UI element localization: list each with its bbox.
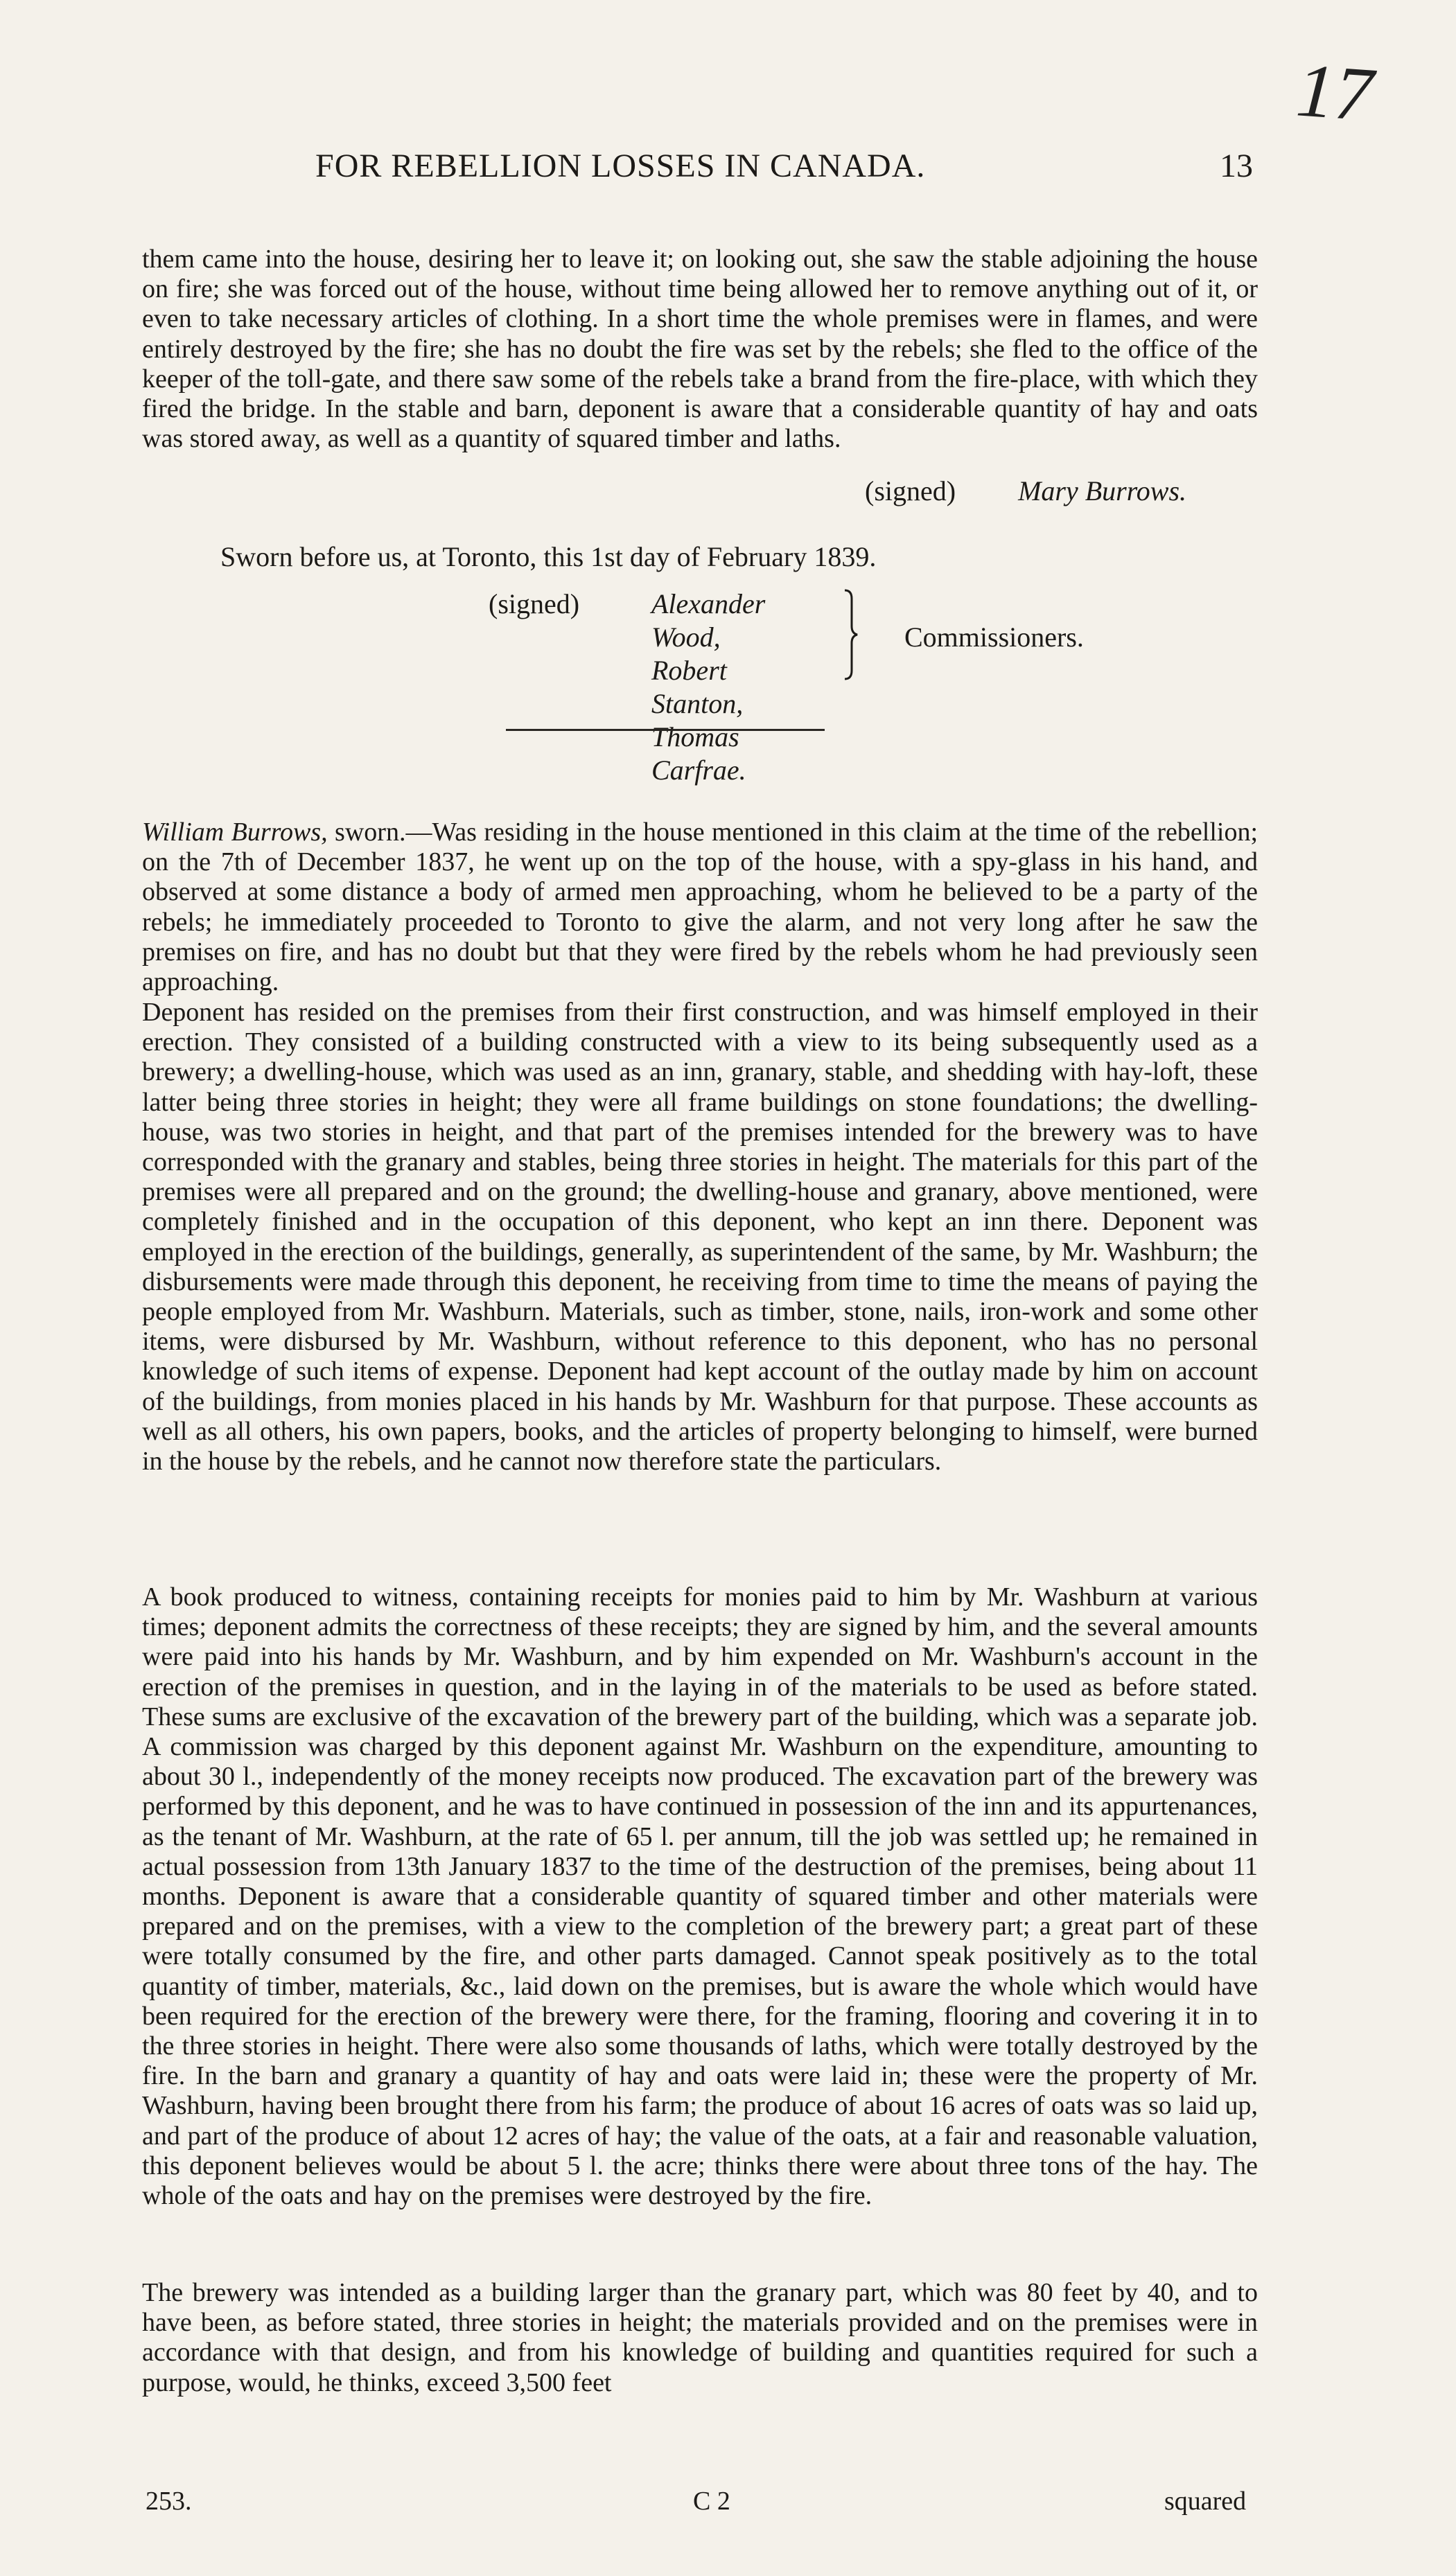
- paragraph-receipts: A book produced to witness, containing receipts for monies paid to him by Mr. Washburn at various times; deponent admits the correctness of these receipts; they are signed by him, and the several amounts were paid into his hands by Mr. Washburn, and by him expended on Mr. Washburn's account in the erection of the premises in question, and in the laying in of the materials to be used as before stated. These sums are exclusive of the excavation of the brewery part of the building, which was a separate job. A commission was charged by this deponent against Mr. Washburn on the expenditure, amounting to about 30 l., independently of the money receipts now produced. The excavation part of the brewery was performed by this deponent, and he was to have continued in possession of the inn and its appurtenances, as the tenant of Mr. Washburn, at the rate of 65 l. per annum, till the job was settled up; he remained in actual possession from 13th January 1837 to the time of the destruction of the premises, being about 11 months. Deponent is aware that a considerable quantity of squared timber and other materials were prepared and on the premises, with a view to the completion of the brewery part; a great part of these were totally consumed by the fire, and other parts damaged. Cannot speak positively as to the total quantity of timber, materials, &c., laid down on the premises, but is aware the whole which would have been required for the erection of the brewery were there, for the framing, flooring and covering it in to the three stories in height. There were also some thousands of laths, which were totally destroyed by the fire. In the barn and granary a quantity of hay and oats were laid in; these were the property of Mr. Washburn, having been brought there from his farm; the produce of about 16 acres of oats was so laid up, and part of the produce of about 12 acres of hay; the value of the oats, at a fair and reasonable valuation, this deponent believes would be about 5 l. the acre; thinks there were about three tons of the hay. The whole of the oats and hay on the premises were destroyed by the fire.: [142, 1582, 1258, 2211]
- section-divider: [506, 729, 825, 731]
- sworn-statement: Sworn before us, at Toronto, this 1st day of February 1839.: [220, 541, 877, 572]
- commissioner-name: Thomas Carfrae.: [651, 721, 746, 786]
- page-number: 13: [1220, 148, 1253, 184]
- footer-signature-number: 253.: [146, 2487, 192, 2516]
- paragraph-brewery: The brewery was intended as a building larger than the granary part, which was 80 feet by 40, and to have been, as before stated, three stories in height; the materials provided and on the premises were in accordance with that design, and from his knowledge of building and quantities required for such a purpose, would, he thinks, exceed 3,500 feet: [142, 2278, 1258, 2397]
- paragraph-premises: Deponent has resided on the premises from their first construction, and was himself employed in their erection. They consisted of a building constructed with a view to its being subsequently used as a brewery; a dwelling-house, which was used as an inn, granary, stable, and shedding with hay-loft, these latter being three stories in height; they were all frame buildings on stone foundations; the dwelling-house, was two stories in height, and that part of the premises intended for the brewery was to have corresponded with the granary and stables, being three stories in height. The materials for this part of the premises were all prepared and on the ground; the dwelling-house and granary, above mentioned, were completely finished and in the occupation of this deponent, who kept an inn there. Deponent was employed in the erection of the buildings, generally, as superintendent of the same, by Mr. Washburn; the disbursements were made through this deponent, he receiving from time to time the means of paying the people employed from Mr. Washburn. Materials, such as timber, stone, nails, iron-work and some other items, were disbursed by Mr. Washburn, without reference to this deponent, who has no personal knowledge of such items of expense. Deponent had kept account of the outlay made by him on account of the buildings, from monies placed in his hands by Mr. Washburn for that purpose. These accounts as well as all others, his own papers, books, and the articles of property belonging to himself, were burned in the house by the rebels, and he cannot now therefore state the particulars.: [142, 998, 1258, 1476]
- deponent-signature: [865, 475, 1186, 507]
- handwritten-folio-number: 17: [1293, 47, 1376, 137]
- paragraph-text: sworn.—Was residing in the house mentioned in this claim at the time of the rebellion; on the 7th of December 1837, he went up on the top of the house, with a spy-glass in his hand, and observed at some distance a body of armed men approaching, whom he believed to be a party of the rebels; he immediately proceeded to Toronto to give the alarm, and not very long after he saw the premises on fire, and has no doubt but that they were fired by the rebels whom he had previously seen approaching.: [142, 818, 1258, 997]
- commissioners-signed-label: (signed): [489, 588, 580, 619]
- witness-name: William Burrows,: [142, 818, 328, 847]
- commissioner-name: Robert Stanton,: [651, 655, 744, 719]
- commissioner-names: [651, 588, 765, 787]
- paragraph-william-burrows: [142, 818, 1258, 997]
- commissioners-role: Commissioners.: [904, 621, 1084, 653]
- deponent-name: Mary Burrows.: [1018, 475, 1187, 506]
- curly-brace-icon: [843, 589, 859, 680]
- running-head: FOR REBELLION LOSSES IN CANADA.: [315, 148, 926, 184]
- signed-label: (signed): [865, 475, 956, 506]
- footer-sheet-mark: C 2: [693, 2487, 730, 2516]
- paragraph-continued-testimony: them came into the house, desiring her to leave it; on looking out, she saw the stable adjoining the house on fire; she was forced out of the house, without time being allowed her to remove anything out of it, or even to take necessary articles of clothing. In a short time the whole premises were in flames, and were entirely destroyed by the fire; she has no doubt the fire was set by the rebels; she fled to the office of the keeper of the toll-gate, and there saw some of the rebels take a brand from the fire-place, with which they fired the bridge. In the stable and barn, deponent is aware that a considerable quantity of hay and oats was stored away, as well as a quantity of squared timber and laths.: [142, 245, 1258, 454]
- commissioner-name: Alexander Wood,: [651, 588, 766, 653]
- footer-catchword: squared: [1164, 2487, 1247, 2516]
